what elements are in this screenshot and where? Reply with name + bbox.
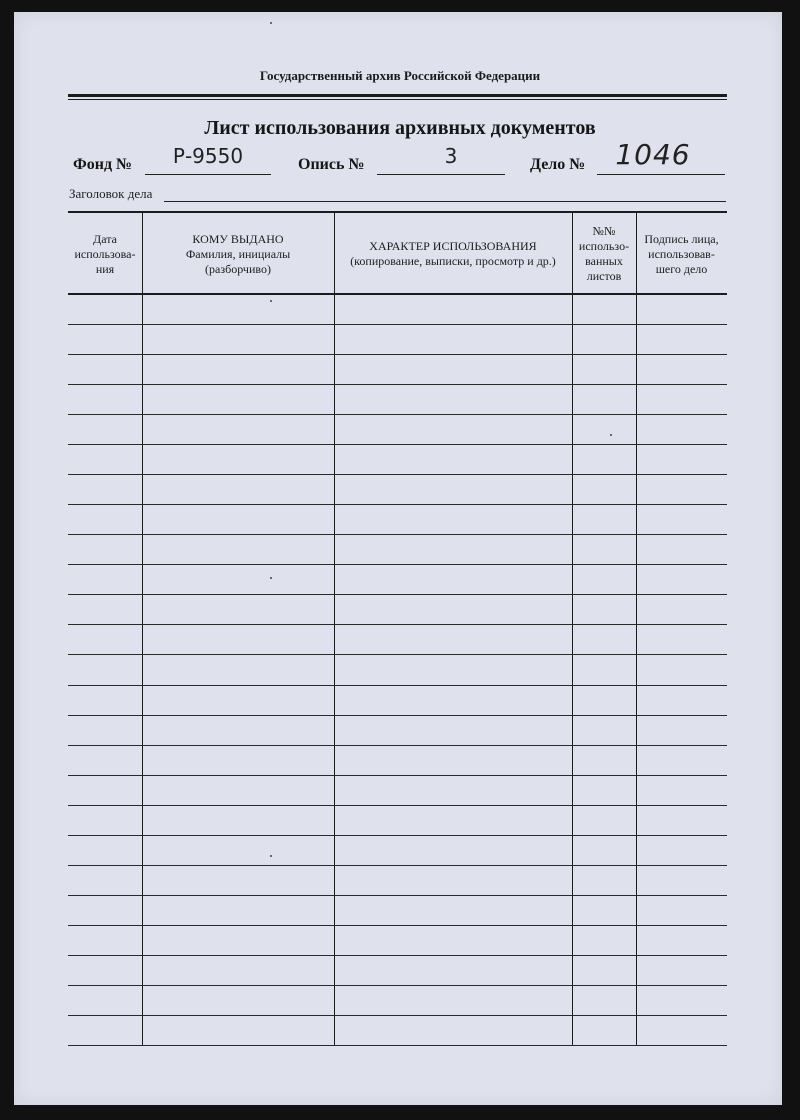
opis-label: Опись № — [298, 156, 365, 173]
col-header-signature — [636, 232, 727, 277]
table-row-line — [68, 624, 727, 625]
table-row-line — [68, 444, 727, 445]
column-divider — [142, 211, 143, 1046]
column-divider — [334, 211, 335, 1046]
fond-underline — [145, 174, 271, 175]
table-row-line — [68, 805, 727, 806]
fond-value[interactable]: Р-9550 — [172, 144, 244, 168]
table-row-line — [68, 594, 727, 595]
col-header-sheets-line3: ванных — [585, 254, 623, 268]
table-row-line — [68, 925, 727, 926]
delo-underline — [597, 174, 725, 175]
table-row-line — [68, 895, 727, 896]
table-row-line — [68, 835, 727, 836]
col-header-signature-line1: Подпись лица, — [644, 232, 719, 246]
col-header-date-line2: использова- — [74, 247, 136, 261]
table-row-line — [68, 1015, 727, 1016]
fond-label: Фонд № — [73, 156, 133, 173]
form-title: Лист использования архивных документов — [204, 117, 596, 139]
table-row-line — [68, 775, 727, 776]
table-header-border — [68, 293, 727, 295]
col-header-date — [68, 232, 142, 277]
col-header-usage-line2: (копирование, выписки, просмотр и др.) — [350, 254, 556, 268]
table-row-line — [68, 534, 727, 535]
header-rule-thick — [68, 94, 727, 97]
table-row-line — [68, 1045, 727, 1046]
header-rule-thin — [68, 99, 727, 100]
print-speck — [270, 577, 272, 579]
col-header-issued-to-line2: Фамилия, инициалы — [185, 247, 291, 261]
print-speck — [270, 855, 272, 857]
form-sheet — [14, 12, 782, 1105]
table-row-line — [68, 564, 727, 565]
print-speck — [270, 22, 272, 24]
table-row-line — [68, 955, 727, 956]
table-row-line — [68, 985, 727, 986]
table-row-line — [68, 715, 727, 716]
col-header-signature-line3: шего дело — [655, 262, 708, 276]
table-row-line — [68, 654, 727, 655]
table-row-line — [68, 504, 727, 505]
col-header-sheets-line1: №№ — [592, 224, 616, 238]
opis-underline — [377, 174, 505, 175]
archive-name: Государственный архив Российской Федерации — [259, 68, 541, 83]
table-row-line — [68, 324, 727, 325]
col-header-date-line3: ния — [95, 262, 115, 276]
zagolovok-field[interactable] — [164, 201, 726, 202]
column-divider — [572, 211, 573, 1046]
table-row-line — [68, 384, 727, 385]
print-speck — [270, 300, 272, 302]
print-speck — [610, 434, 612, 436]
col-header-issued-to-line1: КОМУ ВЫДАНО — [192, 232, 284, 246]
table-row-line — [68, 414, 727, 415]
col-header-issued-to — [142, 232, 334, 277]
column-divider — [636, 211, 637, 1046]
col-header-sheets — [572, 224, 636, 284]
table-row-line — [68, 685, 727, 686]
col-header-signature-line2: использовав- — [648, 247, 715, 261]
opis-value[interactable]: 3 — [444, 144, 458, 168]
col-header-usage-line1: ХАРАКТЕР ИСПОЛЬЗОВАНИЯ — [369, 239, 537, 253]
table-row-line — [68, 474, 727, 475]
delo-value[interactable]: 1046 — [615, 138, 691, 171]
col-header-usage — [334, 239, 572, 269]
col-header-sheets-line4: листов — [586, 269, 622, 283]
table-row-line — [68, 745, 727, 746]
col-header-date-line1: Дата — [93, 232, 117, 246]
col-header-sheets-line2: использо- — [578, 239, 630, 253]
delo-label: Дело № — [530, 156, 586, 173]
table-row-line — [68, 354, 727, 355]
zagolovok-label: Заголовок дела — [69, 186, 153, 201]
col-header-issued-to-line3: (разборчиво) — [205, 262, 271, 276]
table-top-border — [68, 211, 727, 213]
table-row-line — [68, 865, 727, 866]
